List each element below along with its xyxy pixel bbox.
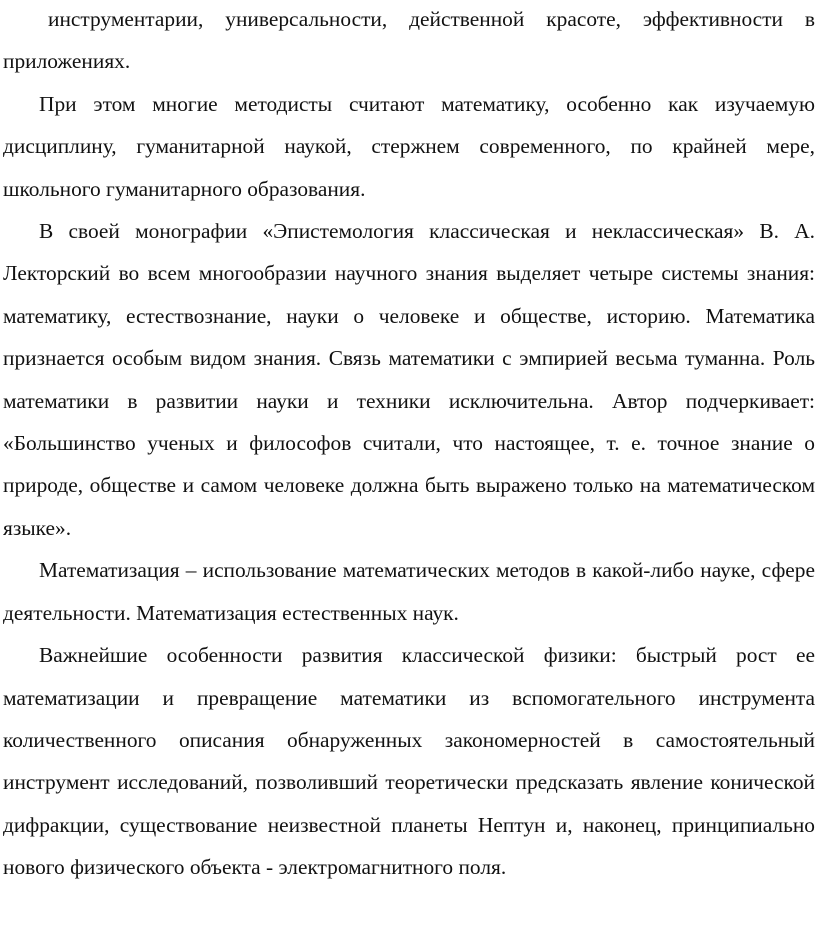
paragraph-classical-physics: Важнейшие особенности развития классической физики: быстрый рост ее математизации и превращение математики из вспомогательного инструмента количественного описания обнаруженных закономерностей в самостоятельный инструмент исследований, позволивший теоретически предсказать явление конической дифракции, существование неизвестной планеты Нептун и, наконец, принципиально нового физического объекта - электромагнитного поля. <box>3 643 815 880</box>
paragraph-continuation: инструментарии, универсальности, действенной красоте, эффективности в приложениях. <box>3 7 815 74</box>
paragraph-mathematization: Математизация – использование математических методов в какой-либо науке, сфере деятельности. Математизация естественных наук. <box>3 558 815 625</box>
paragraph-monograph: В своей монографии «Эпистемология классическая и неклассическая» В. А. Лекторский во всем многообразии научного знания выделяет четыре системы знания: математику, естествознание, науки о человеке и обществе, историю. Математика признается особым видом знания. Связь математики с эмпирией весьма туманна. Роль математики в развитии науки и техники исключительна. Автор подчеркивает: «Большинство ученых и философов считали, что настоящее, т. е. точное знание о природе, обществе и самом человеке должна быть выражено только на математическом языке». <box>3 219 815 540</box>
paragraph-methodists: При этом многие методисты считают математику, особенно как изучаемую дисциплину, гуманитарной наукой, стержнем современного, по крайней мере, школьного гуманитарного образования. <box>3 91 815 201</box>
